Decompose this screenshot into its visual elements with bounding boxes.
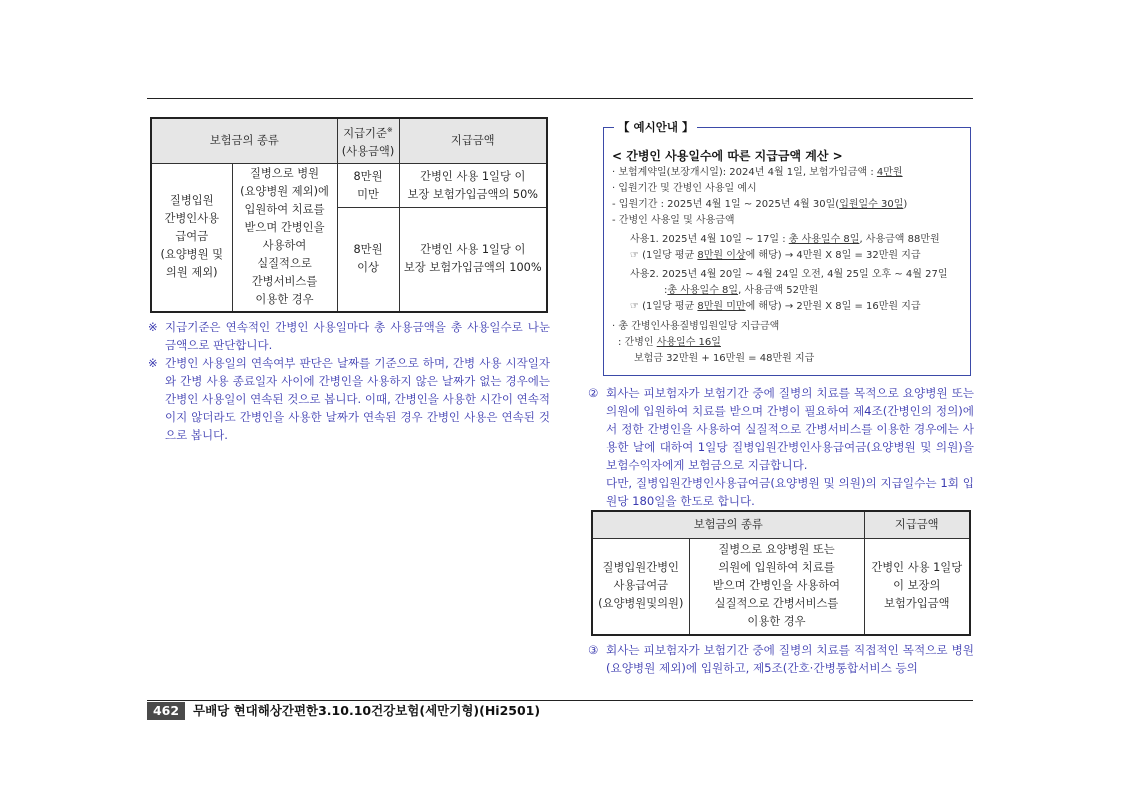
example-line: · 보험계약일(보장개시일): 2024년 4월 1일, 보험가입금액 : 4만원 <box>612 167 903 178</box>
example-heading: < 간병인 사용일수에 따른 지급금액 계산 > <box>612 149 843 163</box>
document-title: 무배당 현대해상간편한3.10.10건강보험(세만기형)(Hi2501) <box>193 703 541 718</box>
benefit-table-1 <box>150 117 548 313</box>
benefit-condition-cell: 질병으로 요양병원 또는 의원에 입원하여 치료를 받으며 간병인을 사용하여 실질적으로 간병서비스를 이용한 경우 <box>689 539 864 635</box>
criterion-cell: 8만원 미만 <box>337 164 399 208</box>
note-item: ※ 간병인 사용일의 연속여부 판단은 날짜를 기준으로 하며, 간병 사용 시작일자와 간병 사용 종료일자 사이에 간병인을 사용하지 않은 날짜가 없는 경우에는 간병인 사용일이 연속된 것으로 봅니다. 이때, 간병인을 사용한 시간이 연속적이지 않더라도 간병인을 사용한 날짜가 연속된 경우 간병인 사용은 연속된 것으로 봅니다. <box>148 356 550 442</box>
paragraph-2 <box>588 384 974 510</box>
example-line: 사용1. 2025년 4월 10일 ~ 17일 : 총 사용일수 8일, 사용금액 88만원 <box>630 234 940 245</box>
header-amount: 지급금액 <box>399 118 547 164</box>
example-line: - 간병인 사용일 및 사용금액 <box>612 215 735 226</box>
header-benefit-kind: 보험금의 종류 <box>151 118 337 164</box>
example-line: ☞ (1일당 평균 8만원 이상에 해당) → 4만원 X 8일 = 32만원 지급 <box>630 250 921 261</box>
table-header-row <box>151 118 547 164</box>
paragraph-proviso: 다만, 질병입원간병인사용급여금(요양병원 및 의원)의 지급일수는 1회 입원당 180일을 한도로 합니다. <box>606 476 974 508</box>
top-rule <box>147 98 973 99</box>
table-row <box>151 164 547 208</box>
example-line: 보험금 32만원 + 16만원 = 48만원 지급 <box>634 353 815 364</box>
table-header-row <box>592 511 970 539</box>
example-line: : 간병인 사용일수 16일 <box>618 337 721 348</box>
amount-cell: 간병인 사용 1일당 이 보장 보험가입금액의 50% <box>399 164 547 208</box>
amount-cell: 간병인 사용 1일당 이 보장 보험가입금액의 100% <box>399 208 547 312</box>
header-criterion: 지급기준※ (사용금액) <box>337 118 399 164</box>
benefit-table-2 <box>591 510 971 636</box>
paragraph-text: 회사는 피보험자가 보험기간 중에 질병의 치료를 목적으로 요양병원 또는 의원에 입원하여 치료를 받으며 간병이 필요하여 제4조(간병인의 정의)에서 정한 간병인을 사용하여 실질적으로 간병서비스를 이용한 경우에는 사용한 날에 대하여 1일당 질병입원간병인사용급여금(요양병원 및 의원)을 보험수익자에게 보험금으로 지급합니다. <box>606 386 974 472</box>
note-item: ※ 지급기준은 연속적인 간병인 사용일마다 총 사용금액을 총 사용일수로 나눈 금액으로 판단합니다. <box>148 320 550 352</box>
example-line: · 입원기간 및 간병인 사용일 예시 <box>612 183 757 194</box>
paragraph-number: ② <box>588 386 599 400</box>
example-line: :총 사용일수 8일, 사용금액 52만원 <box>664 285 819 296</box>
page-footer <box>147 702 540 720</box>
example-title: 【 예시안내 】 <box>614 119 697 135</box>
paragraph-3 <box>588 641 974 677</box>
benefit-kind-cell: 질병입원 간병인사용 급여금 (요양병원 및 의원 제외) <box>151 164 232 312</box>
example-line: · 총 간병인사용질병입원일당 지급금액 <box>612 321 780 332</box>
benefit-condition-cell: 질병으로 병원 (요양병원 제외)에 입원하여 치료를 받으며 간병인을 사용하여 실질적으로 간병서비스를 이용한 경우 <box>232 164 337 312</box>
paragraph-number: ③ <box>588 643 599 657</box>
example-line: ☞ (1일당 평균 8만원 미만에 해당) → 2만원 X 8일 = 16만원 지급 <box>630 301 921 312</box>
header-benefit-kind: 보험금의 종류 <box>592 511 864 539</box>
paragraph-text: 회사는 피보험자가 보험기간 중에 질병의 치료를 직접적인 목적으로 병원(요양병원 제외)에 입원하고, 제5조(간호·간병통합서비스 등의 <box>606 643 974 675</box>
footer-rule <box>147 700 973 701</box>
table-row <box>592 539 970 635</box>
criterion-cell: 8만원 이상 <box>337 208 399 312</box>
benefit-kind-cell: 질병입원간병인 사용급여금 (요양병원및의원) <box>592 539 689 635</box>
example-line: - 입원기간 : 2025년 4월 1일 ~ 2025년 4월 30일(입원일수 30일) <box>612 199 908 210</box>
page-number: 462 <box>147 702 185 720</box>
example-content <box>612 148 967 367</box>
table-notes <box>148 318 550 444</box>
header-amount: 지급금액 <box>864 511 970 539</box>
amount-cell: 간병인 사용 1일당 이 보장의 보험가입금액 <box>864 539 970 635</box>
example-line: 사용2. 2025년 4월 20일 ~ 4월 24일 오전, 4월 25일 오후 ~ 4월 27일 <box>630 269 948 280</box>
